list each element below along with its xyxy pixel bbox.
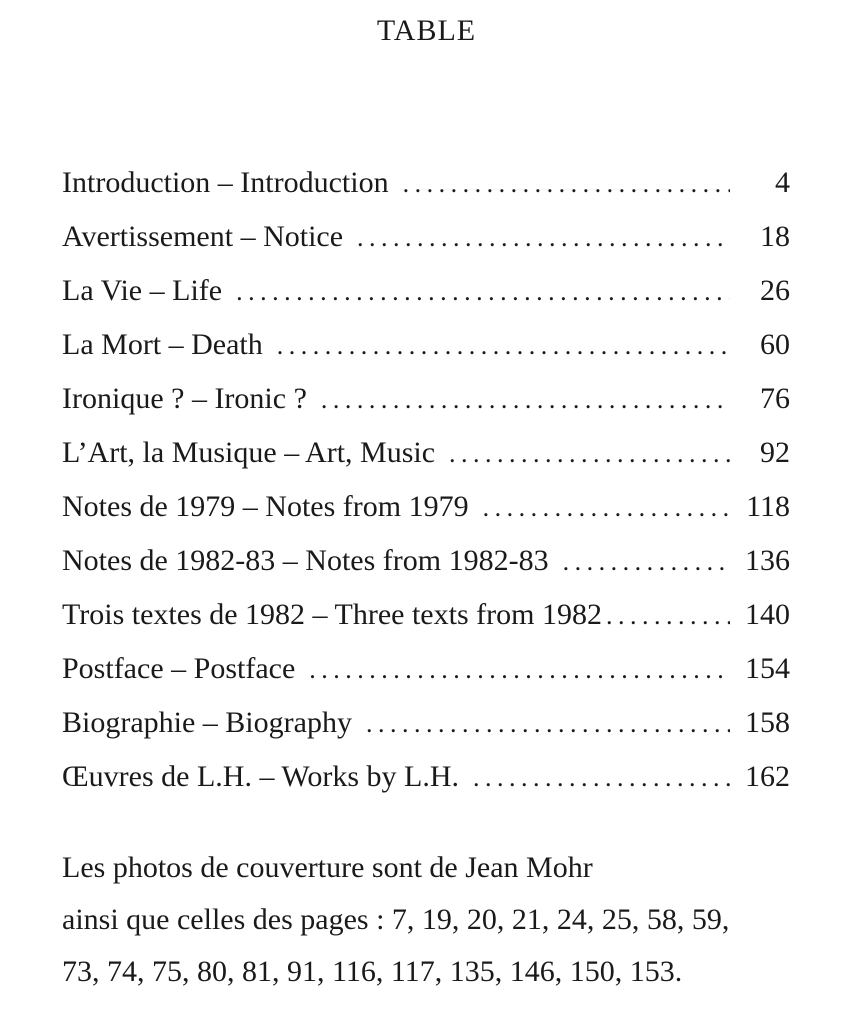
toc-leader-dots [469, 488, 730, 528]
toc-entry-page: 60 [760, 328, 790, 361]
toc-entry-page: 4 [775, 166, 790, 199]
toc-entry-title: Trois textes de 1982 – Three texts from 1982 [62, 598, 602, 631]
toc-entry-title: Œuvres de L.H. – Works by L.H. [62, 760, 459, 793]
toc-entry-page: 158 [745, 706, 790, 739]
toc-entry-page: 136 [745, 544, 790, 577]
toc-entry [62, 757, 790, 811]
toc-entry-page: 162 [745, 760, 790, 793]
photo-credits-line: ainsi que celles des pages : 7, 19, 20, 21, 24, 25, 58, 59, [62, 903, 730, 936]
toc-entry-page: 18 [760, 220, 790, 253]
toc-entry [62, 541, 790, 595]
photo-credits-note [62, 842, 802, 998]
toc-entry-title: Ironique ? – Ironic ? [62, 382, 307, 415]
toc-entry [62, 487, 790, 541]
toc-leader-dots [389, 164, 730, 204]
toc-entry [62, 595, 790, 649]
toc-entry-title: Postface – Postface [62, 652, 296, 685]
toc-entry-page: 76 [760, 382, 790, 415]
toc-entry-title: Biographie – Biography [62, 706, 352, 739]
table-of-contents [62, 163, 790, 811]
toc-leader-dots [263, 326, 730, 366]
toc-entry [62, 649, 790, 703]
photo-credits-line: Les photos de couverture sont de Jean Mohr [62, 851, 593, 884]
toc-entry-title: Introduction – Introduction [62, 166, 389, 199]
toc-entry-title: Notes de 1979 – Notes from 1979 [62, 490, 469, 523]
toc-entry-page: 26 [760, 274, 790, 307]
toc-entry-page: 154 [745, 652, 790, 685]
toc-entry-title: Avertissement – Notice [62, 220, 344, 253]
toc-entry-title: Notes de 1982-83 – Notes from 1982-83 [62, 544, 549, 577]
photo-credits-line: 73, 74, 75, 80, 81, 91, 116, 117, 135, 146, 150, 153. [62, 955, 683, 988]
toc-entry-page: 92 [760, 436, 790, 469]
toc-entry-page: 140 [745, 598, 790, 631]
toc-leader-dots [307, 380, 730, 420]
toc-leader-dots [549, 542, 730, 582]
toc-entry [62, 379, 790, 433]
toc-leader-dots [343, 218, 730, 258]
toc-entry-title: La Mort – Death [62, 328, 263, 361]
toc-leader-dots [295, 650, 730, 690]
toc-leader-dots [602, 596, 730, 636]
toc-entry-title: La Vie – Life [62, 274, 223, 307]
toc-entry [62, 433, 790, 487]
toc-leader-dots [352, 704, 730, 744]
toc-entry [62, 163, 790, 217]
toc-entry [62, 325, 790, 379]
toc-entry [62, 271, 790, 325]
page-title: TABLE [376, 14, 477, 47]
toc-entry [62, 703, 790, 757]
toc-entry [62, 217, 790, 271]
toc-leader-dots [222, 272, 730, 312]
toc-entry-page: 118 [746, 490, 790, 523]
toc-leader-dots [459, 758, 730, 798]
toc-entry-title: L’Art, la Musique – Art, Music [62, 436, 436, 469]
toc-leader-dots [435, 434, 730, 474]
